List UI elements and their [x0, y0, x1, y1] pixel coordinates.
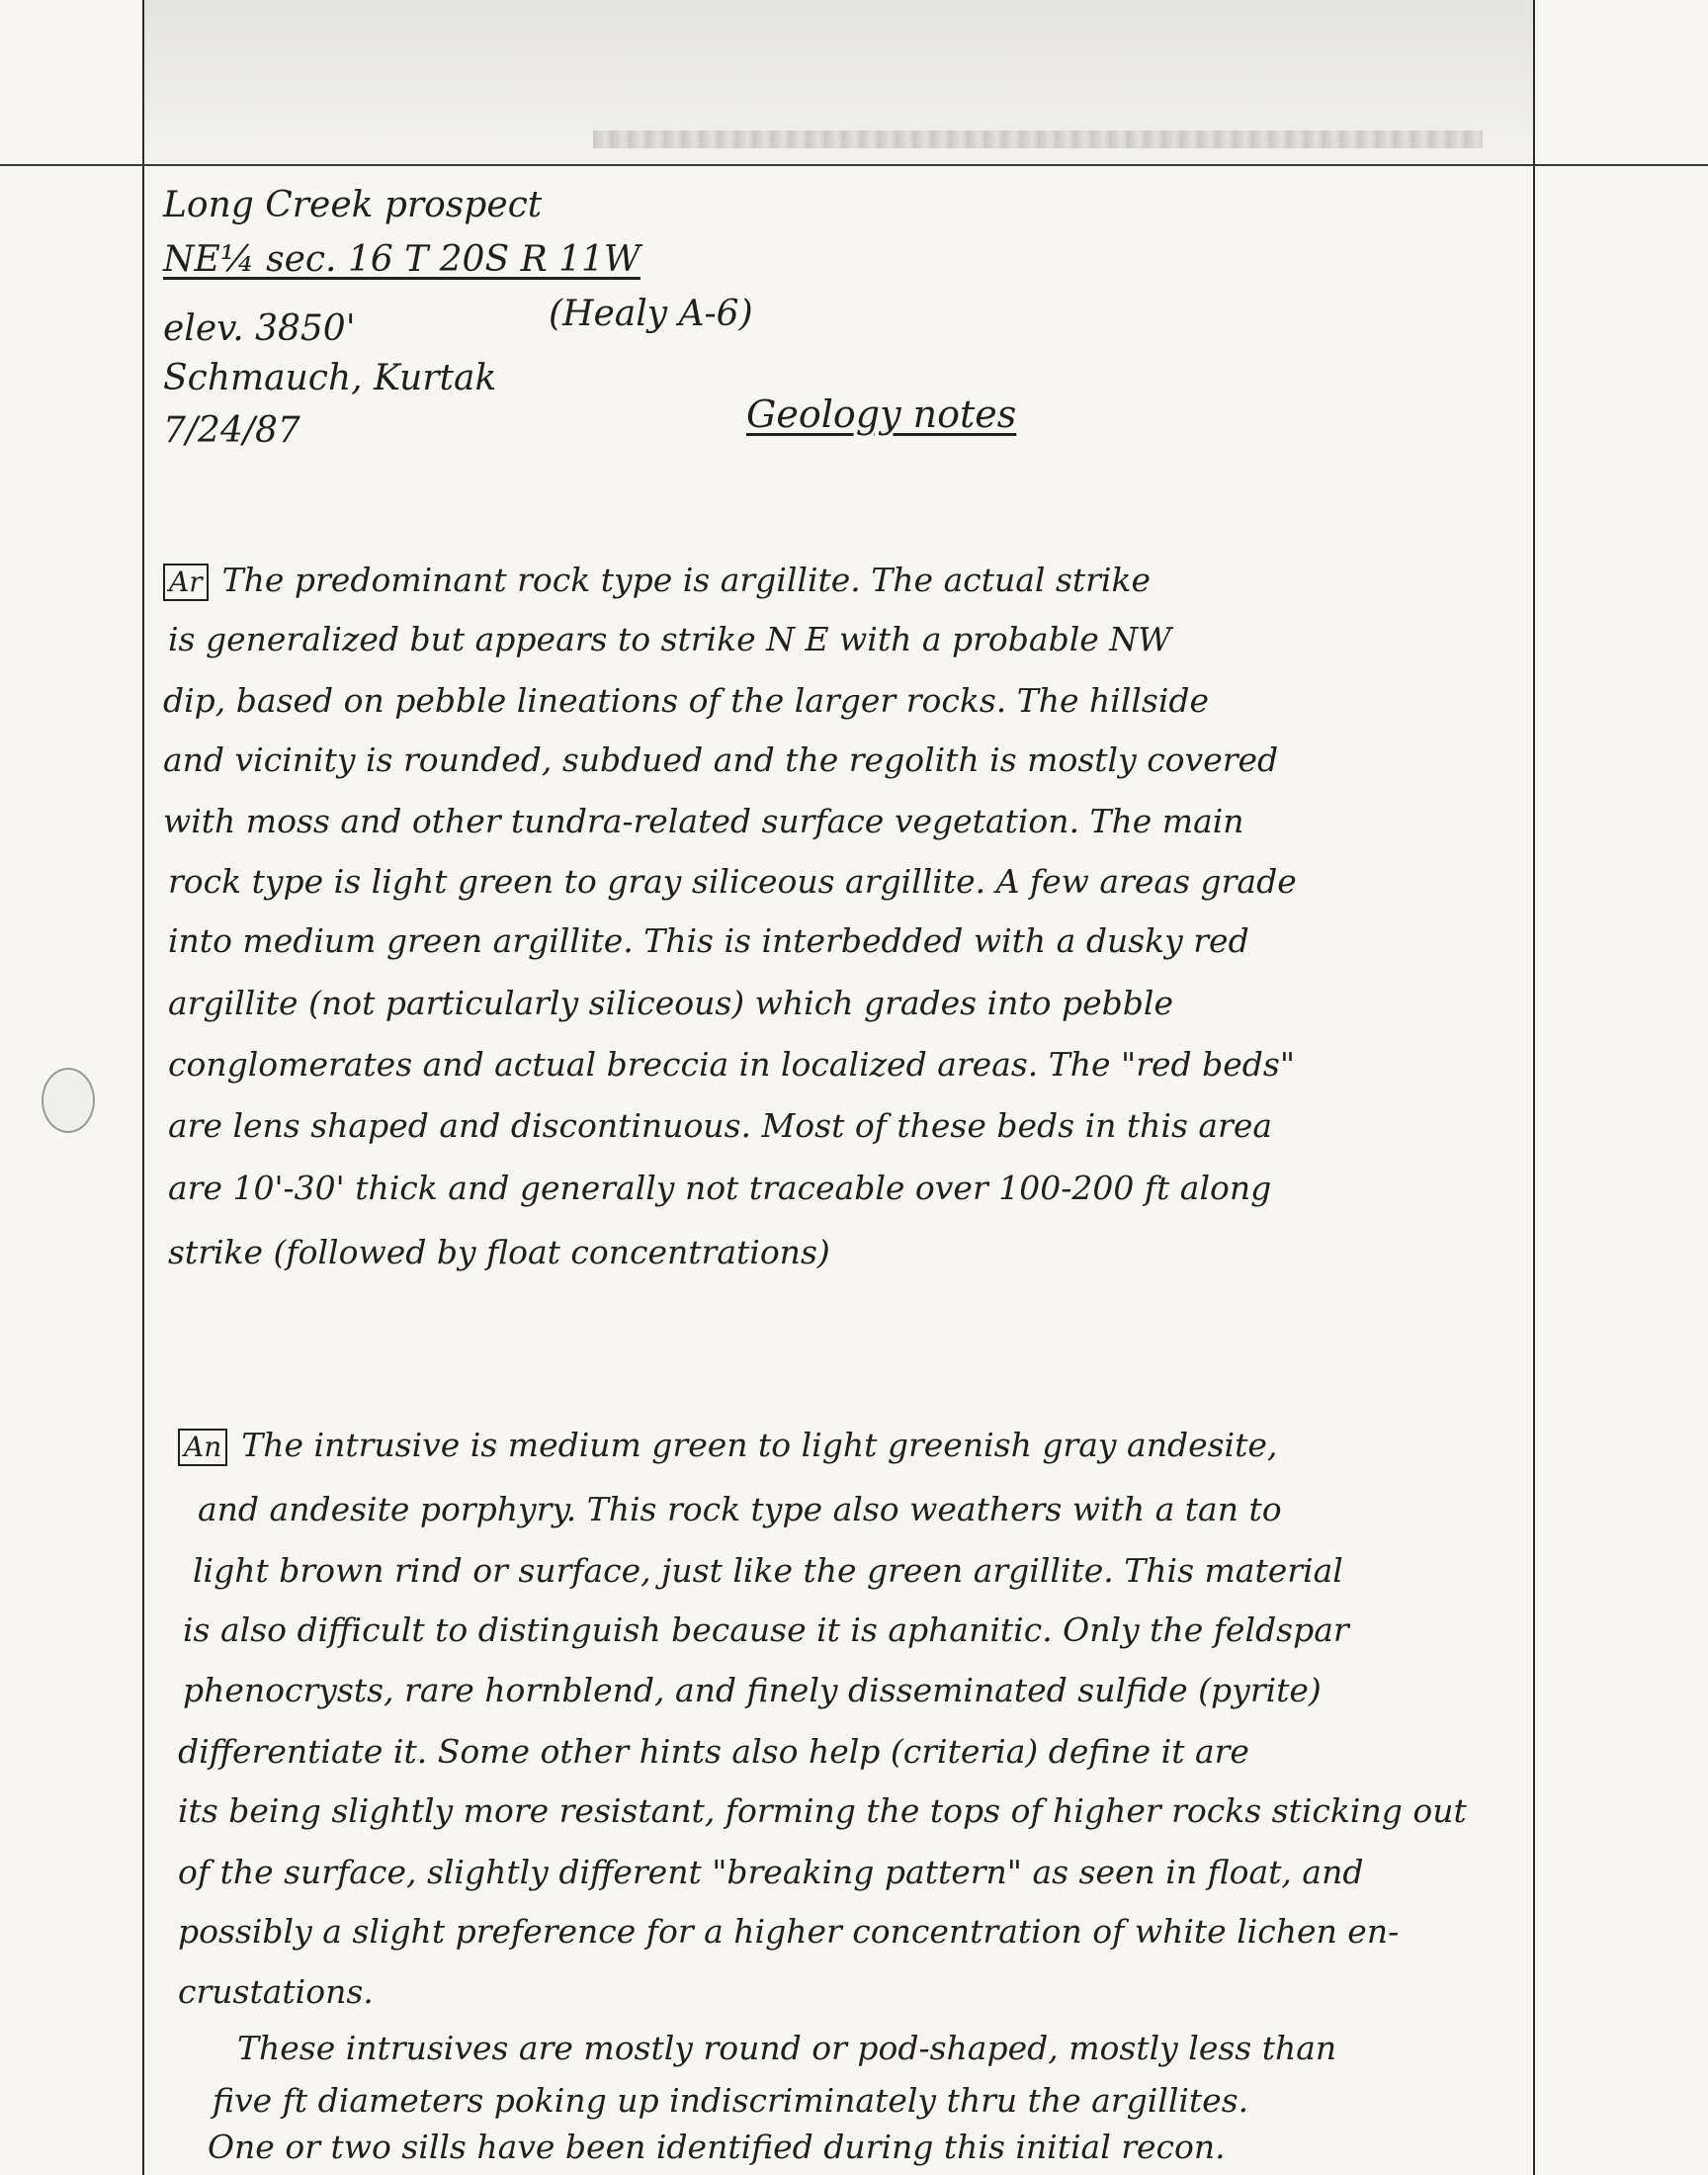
section2-line-2: and andesite porphyry. This rock type also weathers with a tan to — [198, 1490, 1282, 1528]
section2-line-1 — [178, 1426, 1278, 1466]
section1-line-2: is generalized but appears to strike N E with a probable NW — [168, 620, 1172, 658]
quad-reference: (Healy A-6) — [549, 294, 753, 334]
section2-line-9: possibly a slight preference for a higher concentration of white lichen en- — [178, 1912, 1400, 1951]
section2-line-11: These intrusives are mostly round or pod-shaped, mostly less than — [237, 2029, 1337, 2067]
section2-line-12: five ft diameters poking up indiscriminately thru the argillites. — [213, 2081, 1249, 2120]
section2-line-8: of the surface, slightly different "breaking pattern" as seen in float, and — [178, 1853, 1364, 1891]
section2-line-7: its being slightly more resistant, forming the tops of higher rocks sticking out — [178, 1791, 1467, 1830]
section2-line-5: phenocrysts, rare hornblend, and finely disseminated sulfide (pyrite) — [183, 1671, 1322, 1709]
section1-line-5: with moss and other tundra-related surface vegetation. The main — [163, 802, 1244, 840]
scan-artifact — [593, 130, 1483, 148]
section1-line-7: into medium green argillite. This is interbedded with a dusky red — [168, 921, 1249, 960]
authors: Schmauch, Kurtak — [163, 358, 497, 398]
section2-line-4: is also difficult to distinguish because it is aphanitic. Only the feldspar — [183, 1610, 1349, 1649]
section2-line-13: One or two sills have been identified during this initial recon. — [208, 2128, 1226, 2166]
section1-line-4: and vicinity is rounded, subdued and the regolith is mostly covered — [163, 740, 1279, 779]
date: 7/24/87 — [163, 410, 300, 451]
section1-line-8: argillite (not particularly siliceous) which grades into pebble — [168, 984, 1174, 1022]
location-line: NE¼ sec. 16 T 20S R 11W — [163, 239, 640, 280]
left-margin-line — [142, 0, 144, 2175]
section1-line-10: are lens shaped and discontinuous. Most of these beds in this area — [168, 1106, 1273, 1145]
elevation: elev. 3850' — [163, 308, 356, 349]
section1-line-3: dip, based on pebble lineations of the larger rocks. The hillside — [163, 681, 1210, 720]
section1-line-12: strike (followed by float concentrations) — [168, 1233, 830, 1271]
section1-tag: Ar — [163, 564, 209, 601]
section2-line-10: crustations. — [178, 1972, 374, 2011]
section2-line-6: differentiate it. Some other hints also help (criteria) define it are — [178, 1732, 1249, 1771]
section1-text-1: The predominant rock type is argillite. The actual strike — [221, 561, 1152, 599]
section1-line-11: are 10'-30' thick and generally not traceable over 100-200 ft along — [168, 1169, 1272, 1207]
section1-line-1 — [163, 561, 1152, 601]
prospect-name: Long Creek prospect — [163, 185, 543, 225]
section2-tag: An — [178, 1429, 227, 1466]
binder-hole — [42, 1068, 95, 1133]
section1-line-6: rock type is light green to gray siliceous argillite. A few areas grade — [168, 862, 1297, 901]
section2-line-3: light brown rind or surface, just like the green argillite. This material — [193, 1551, 1343, 1590]
right-margin-line — [1533, 0, 1535, 2175]
section1-line-9: conglomerates and actual breccia in localized areas. The "red beds" — [168, 1045, 1296, 1084]
top-rule — [0, 164, 1708, 166]
page-title: Geology notes — [746, 392, 1017, 436]
section2-text-1: The intrusive is medium green to light greenish gray andesite, — [241, 1426, 1278, 1464]
